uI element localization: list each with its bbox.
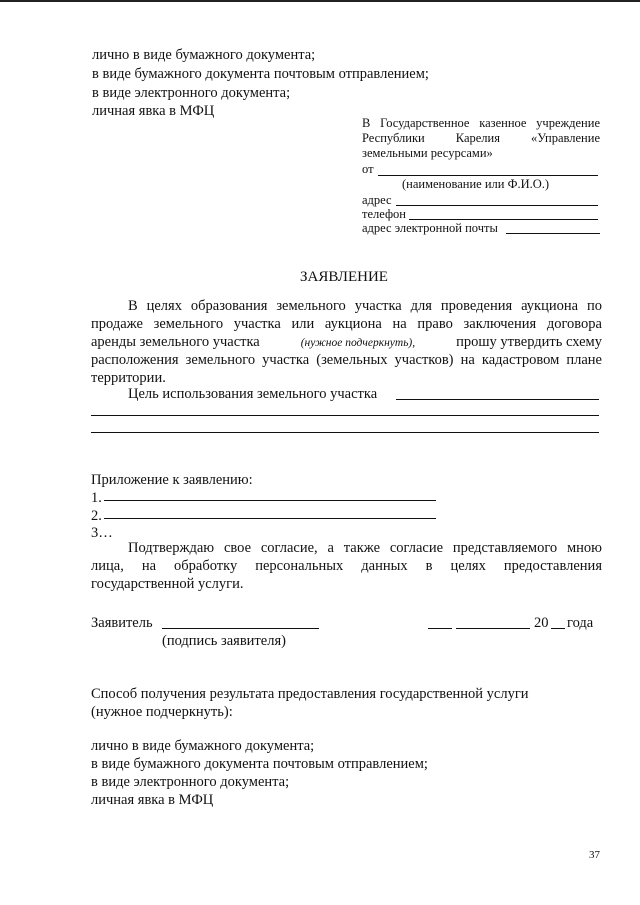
purpose-label: Цель использования земельного участка <box>128 386 378 402</box>
year-prefix: 20 <box>534 615 549 631</box>
result-method-line-2: (нужное подчеркнуть): <box>91 704 233 720</box>
attachment-3-label: 3… <box>91 525 113 541</box>
attachments-title: Приложение к заявлению: <box>91 472 253 488</box>
email-label: адрес электронной почты <box>362 221 498 235</box>
purpose-field-line-2[interactable] <box>91 415 599 416</box>
body-line-5: территории. <box>91 370 166 386</box>
purpose-field-line-1[interactable] <box>396 399 599 400</box>
from-field-line[interactable] <box>378 175 598 176</box>
document-title: ЗАЯВЛЕНИЕ <box>300 269 388 285</box>
body-line-3-start: аренды земельного участка <box>91 334 260 350</box>
addressee-word-2: Карелия <box>455 131 500 145</box>
addressee-line-2 <box>362 131 600 146</box>
signature-hint: (подпись заявителя) <box>162 633 286 649</box>
body-line-1: В целях образования земельного участка для проведения аукциона по <box>128 298 602 314</box>
delivery-bottom-3: в виде электронного документа; <box>91 774 290 790</box>
body-line-2: продаже земельного участка или аукциона на право заключения договора <box>91 316 602 332</box>
addressee-word-1: Республики <box>362 131 425 145</box>
date-month-line[interactable] <box>456 628 530 629</box>
underline-hint: (нужное подчеркнуть), <box>300 337 416 349</box>
email-field-line[interactable] <box>506 233 600 234</box>
body-line-3 <box>91 333 602 352</box>
signature-line[interactable] <box>162 628 319 629</box>
body-line-3-end: прошу утвердить схему <box>456 334 602 350</box>
date-day-line[interactable] <box>428 628 452 629</box>
date-year-line[interactable] <box>551 628 565 629</box>
attachment-1-line[interactable] <box>104 500 436 501</box>
from-label: от <box>362 162 374 176</box>
delivery-top-1: лично в виде бумажного документа; <box>92 47 316 63</box>
consent-line-3: государственной услуги. <box>91 576 244 592</box>
delivery-top-4: личная явка в МФЦ <box>92 103 215 119</box>
page-number: 37 <box>589 849 600 861</box>
attachment-1-label: 1. <box>91 490 102 506</box>
delivery-top-2: в виде бумажного документа почтовым отправлением; <box>92 66 429 82</box>
applicant-label: Заявитель <box>91 615 153 631</box>
page-top-edge <box>0 0 640 2</box>
delivery-bottom-2: в виде бумажного документа почтовым отправлением; <box>91 756 428 772</box>
year-suffix: года <box>567 615 594 631</box>
phone-label: телефон <box>362 207 406 221</box>
consent-line-2: лица, на обработку персональных данных в целях предоставления <box>91 558 602 574</box>
result-method-line-1: Способ получения результата предоставления государственной услуги <box>91 686 529 702</box>
body-line-4: расположения земельного участка (земельных участков) на кадастровом плане <box>91 352 602 368</box>
purpose-field-line-3[interactable] <box>91 432 599 433</box>
attachment-2-label: 2. <box>91 508 102 524</box>
phone-field-line[interactable] <box>409 219 598 220</box>
delivery-bottom-1: лично в виде бумажного документа; <box>91 738 315 754</box>
delivery-bottom-4: личная явка в МФЦ <box>91 792 214 808</box>
addressee-line-1: В Государственное казенное учреждение <box>362 116 600 130</box>
consent-line-1: Подтверждаю свое согласие, а также согласие представляемого мною <box>128 540 602 556</box>
address-field-line[interactable] <box>396 205 598 206</box>
name-hint: (наименование или Ф.И.О.) <box>402 177 550 191</box>
addressee-line-3: земельными ресурсами» <box>362 146 493 160</box>
addressee-word-3: «Управление <box>531 131 600 145</box>
attachment-2-line[interactable] <box>104 518 436 519</box>
delivery-top-3: в виде электронного документа; <box>92 85 291 101</box>
address-label: адрес <box>362 193 392 207</box>
